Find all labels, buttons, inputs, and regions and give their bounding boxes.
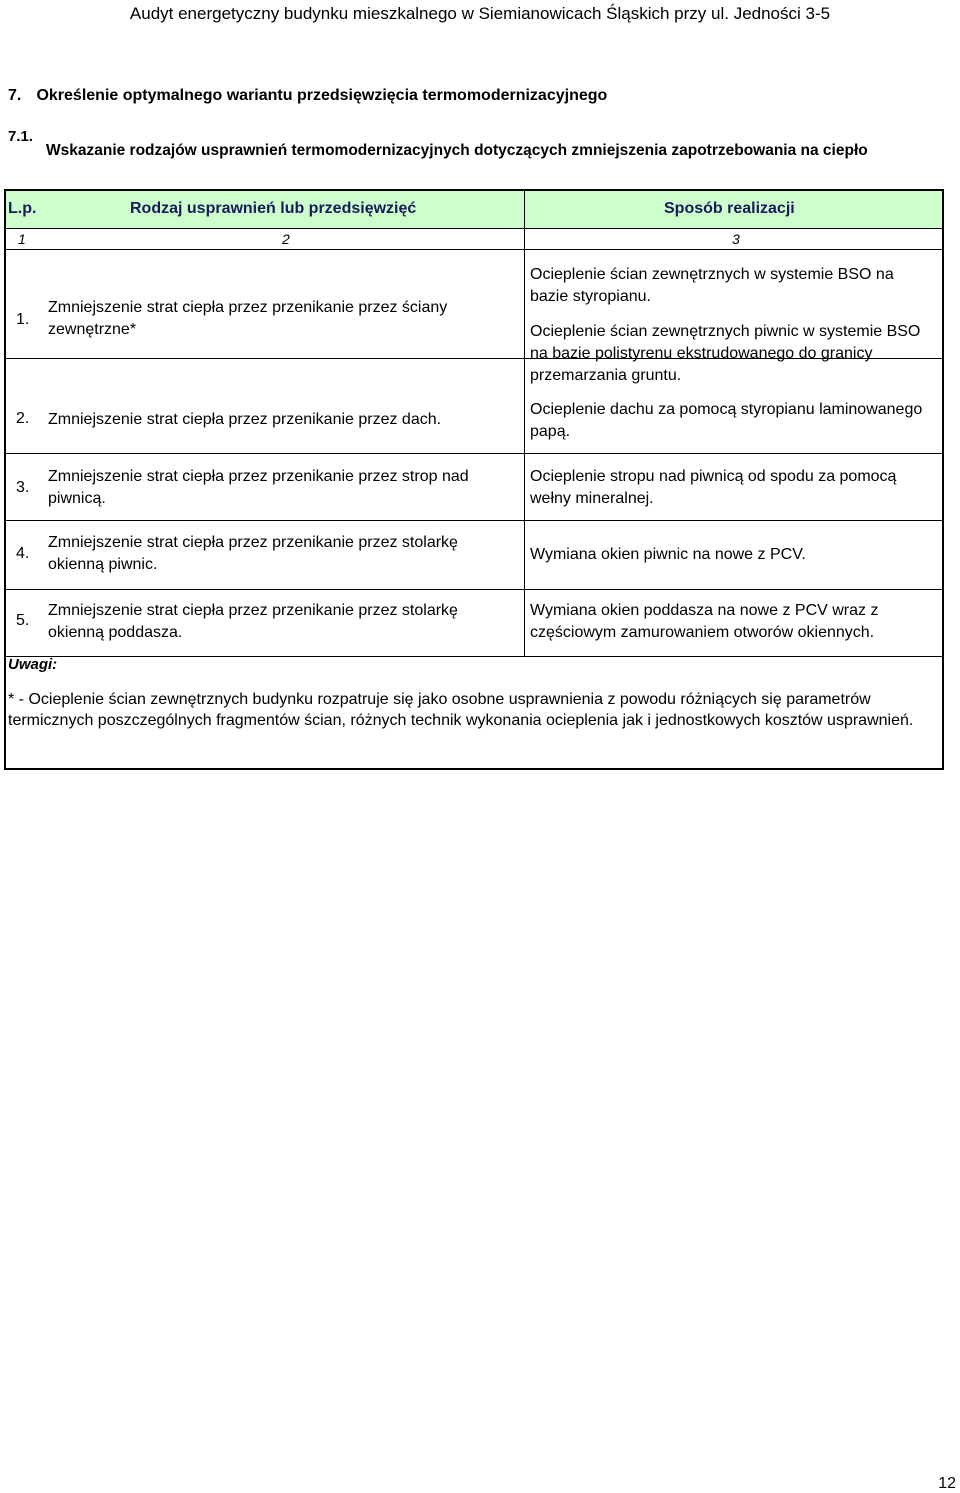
table-header-row xyxy=(6,191,942,229)
row-divider xyxy=(6,656,942,657)
row-3-rodzaj: Zmniejszenie strat ciepła przez przenikanie przez strop nad piwnicą. xyxy=(48,468,469,507)
row-divider xyxy=(6,520,942,521)
row-divider xyxy=(6,589,942,590)
row-3-lp: 3. xyxy=(16,479,30,496)
row-3-sposob: Ocieplenie stropu nad piwnicą od spodu za pomocą wełny mineralnej. xyxy=(530,468,897,507)
row-1-lp: 1. xyxy=(16,311,30,328)
section-7-heading xyxy=(8,87,607,105)
notes-text: * - Ocieplenie ścian zewnętrznych budynku rozpatruje się jako osobne usprawnienia z powodu różniących się parametrów termicznych poszczególnych fragmentów ścian, różnych technik wykonania ocieplenia jak i jednostkowych kosztów usprawnień. xyxy=(8,691,914,729)
notes-label: Uwagi: xyxy=(8,656,58,673)
row-5-lp: 5. xyxy=(16,612,30,629)
row-1-sposob-b: Ocieplenie ścian zewnętrznych piwnic w systemie BSO na bazie polistyrenu ekstrudowanego do granicy przemarzania gruntu. xyxy=(530,323,921,384)
row-4-sposob: Wymiana okien piwnic na nowe z PCV. xyxy=(530,546,806,563)
row-2-lp: 2. xyxy=(16,410,30,427)
section-7-1-title: Wskazanie rodzajów usprawnień termomodernizacyjnych dotyczących zmniejszenia zapotrzebowania na ciepło xyxy=(46,142,868,159)
section-7-title: Określenie optymalnego wariantu przedsięwzięcia termomodernizacyjnego xyxy=(36,87,608,104)
row-4-lp: 4. xyxy=(16,545,30,562)
page-number: 12 xyxy=(938,1475,956,1492)
improvements-table xyxy=(4,189,944,770)
column-header-lp: L.p. xyxy=(8,200,37,217)
row-1-rodzaj: Zmniejszenie strat ciepła przez przenikanie przez ściany zewnętrzne* xyxy=(48,299,448,338)
column-header-sposob: Sposób realizacji xyxy=(664,200,795,217)
column-number-1: 1 xyxy=(18,231,26,247)
row-4-rodzaj: Zmniejszenie strat ciepła przez przenikanie przez stolarkę okienną piwnic. xyxy=(48,534,458,573)
row-5-rodzaj: Zmniejszenie strat ciepła przez przenikanie przez stolarkę okienną poddasza. xyxy=(48,602,458,641)
row-1-sposob-a: Ocieplenie ścian zewnętrznych w systemie BSO na bazie styropianu. xyxy=(530,266,894,305)
column-divider xyxy=(524,191,525,657)
section-7-1-number: 7.1. xyxy=(8,128,34,145)
row-divider xyxy=(6,453,942,454)
column-header-rodzaj: Rodzaj usprawnień lub przedsięwzięć xyxy=(130,200,417,217)
column-number-row xyxy=(6,229,942,250)
column-number-3: 3 xyxy=(732,231,740,247)
row-2-rodzaj: Zmniejszenie strat ciepła przez przenikanie przez dach. xyxy=(48,411,442,428)
column-number-2: 2 xyxy=(282,231,290,247)
document-header: Audyt energetyczny budynku mieszkalnego w Siemianowicach Śląskich przy ul. Jedności 3-5 xyxy=(129,4,831,23)
row-2-sposob: Ocieplenie dachu za pomocą styropianu laminowanego papą. xyxy=(530,401,923,440)
section-7-number: 7. xyxy=(8,87,22,104)
row-5-sposob: Wymiana okien poddasza na nowe z PCV wraz z częściowym zamurowaniem otworów okiennych. xyxy=(530,602,879,641)
